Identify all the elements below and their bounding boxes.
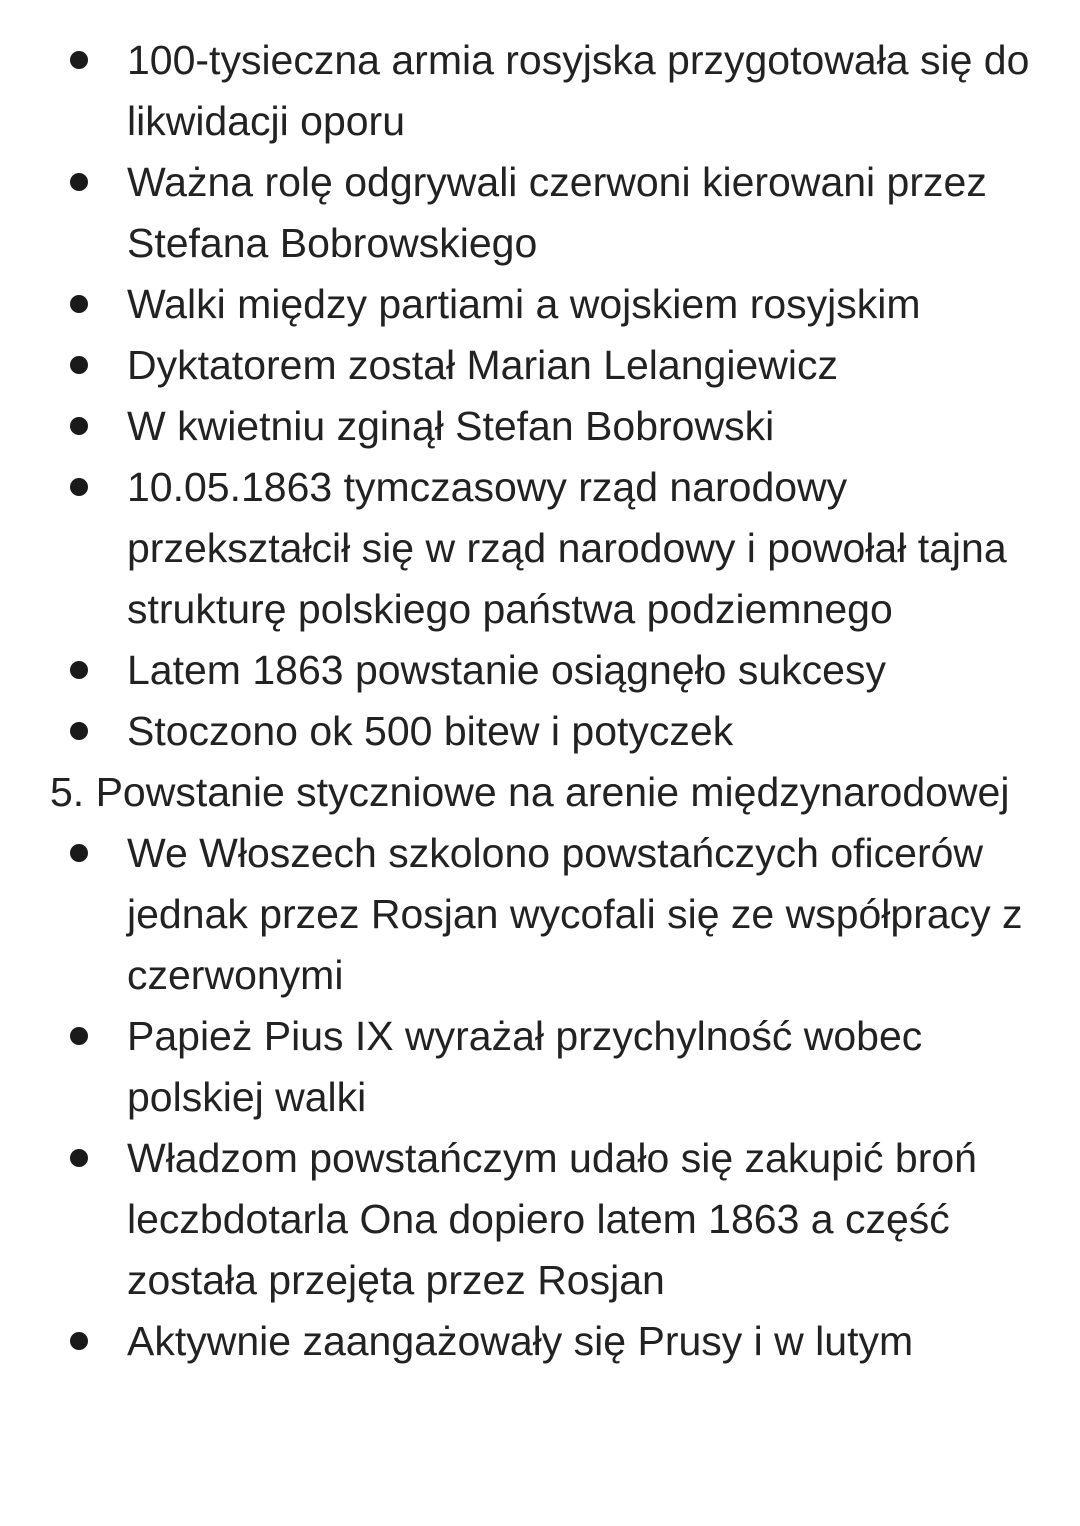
list-item bbox=[0, 457, 1080, 640]
document-page bbox=[0, 30, 1080, 1372]
list-item-text: Walki między partiami a wojskiem rosyjskim bbox=[127, 281, 921, 327]
list-item bbox=[0, 823, 1080, 1006]
list-item-text: W kwietniu zginął Stefan Bobrowski bbox=[127, 403, 775, 449]
list-item bbox=[0, 1311, 1080, 1372]
list-item-text: 10.05.1863 tymczasowy rząd narodowy przekształcił się w rząd narodowy i powołał tajna strukturę polskiego państwa podziemnego bbox=[127, 464, 1007, 632]
bullet-icon bbox=[70, 51, 88, 69]
bullet-icon bbox=[70, 722, 88, 740]
bullet-list-international bbox=[0, 823, 1080, 1372]
bullet-icon bbox=[70, 1027, 88, 1045]
bullet-icon bbox=[70, 356, 88, 374]
bullet-icon bbox=[70, 844, 88, 862]
list-item bbox=[0, 152, 1080, 274]
bullet-icon bbox=[70, 295, 88, 313]
list-item-text: Latem 1863 powstanie osiągnęło sukcesy bbox=[127, 647, 886, 693]
list-item-text: Dyktatorem został Marian Lelangiewicz bbox=[127, 342, 838, 388]
bullet-icon bbox=[70, 1149, 88, 1167]
list-item bbox=[0, 1006, 1080, 1128]
list-item bbox=[0, 701, 1080, 762]
bullet-icon bbox=[70, 173, 88, 191]
list-item bbox=[0, 30, 1080, 152]
list-item-text: Władzom powstańczym udało się zakupić broń leczbdotarla Ona dopiero latem 1863 a część została przejęta przez Rosjan bbox=[127, 1135, 977, 1303]
list-item bbox=[0, 396, 1080, 457]
list-item bbox=[0, 274, 1080, 335]
bullet-icon bbox=[70, 661, 88, 679]
section-heading: 5. Powstanie styczniowe na arenie międzynarodowej bbox=[50, 769, 1010, 815]
list-item-text: 100-tysieczna armia rosyjska przygotowała się do likwidacji oporu bbox=[127, 37, 1030, 144]
bullet-icon bbox=[70, 417, 88, 435]
list-item-text: We Włoszech szkolono powstańczych oficerów jednak przez Rosjan wycofali się ze współpracy z czerwonymi bbox=[127, 830, 1023, 998]
list-item-text: Ważna rolę odgrywali czerwoni kierowani przez Stefana Bobrowskiego bbox=[127, 159, 987, 266]
list-item-text: Aktywnie zaangażowały się Prusy i w lutym bbox=[127, 1318, 914, 1364]
bullet-icon bbox=[70, 1332, 88, 1350]
bullet-icon bbox=[70, 478, 88, 496]
bullet-list-events bbox=[0, 30, 1080, 762]
list-item bbox=[0, 640, 1080, 701]
list-item bbox=[0, 1128, 1080, 1311]
list-item-text: Papież Pius IX wyrażał przychylność wobec polskiej walki bbox=[127, 1013, 923, 1120]
list-item bbox=[0, 335, 1080, 396]
list-item-text: Stoczono ok 500 bitew i potyczek bbox=[127, 708, 734, 754]
